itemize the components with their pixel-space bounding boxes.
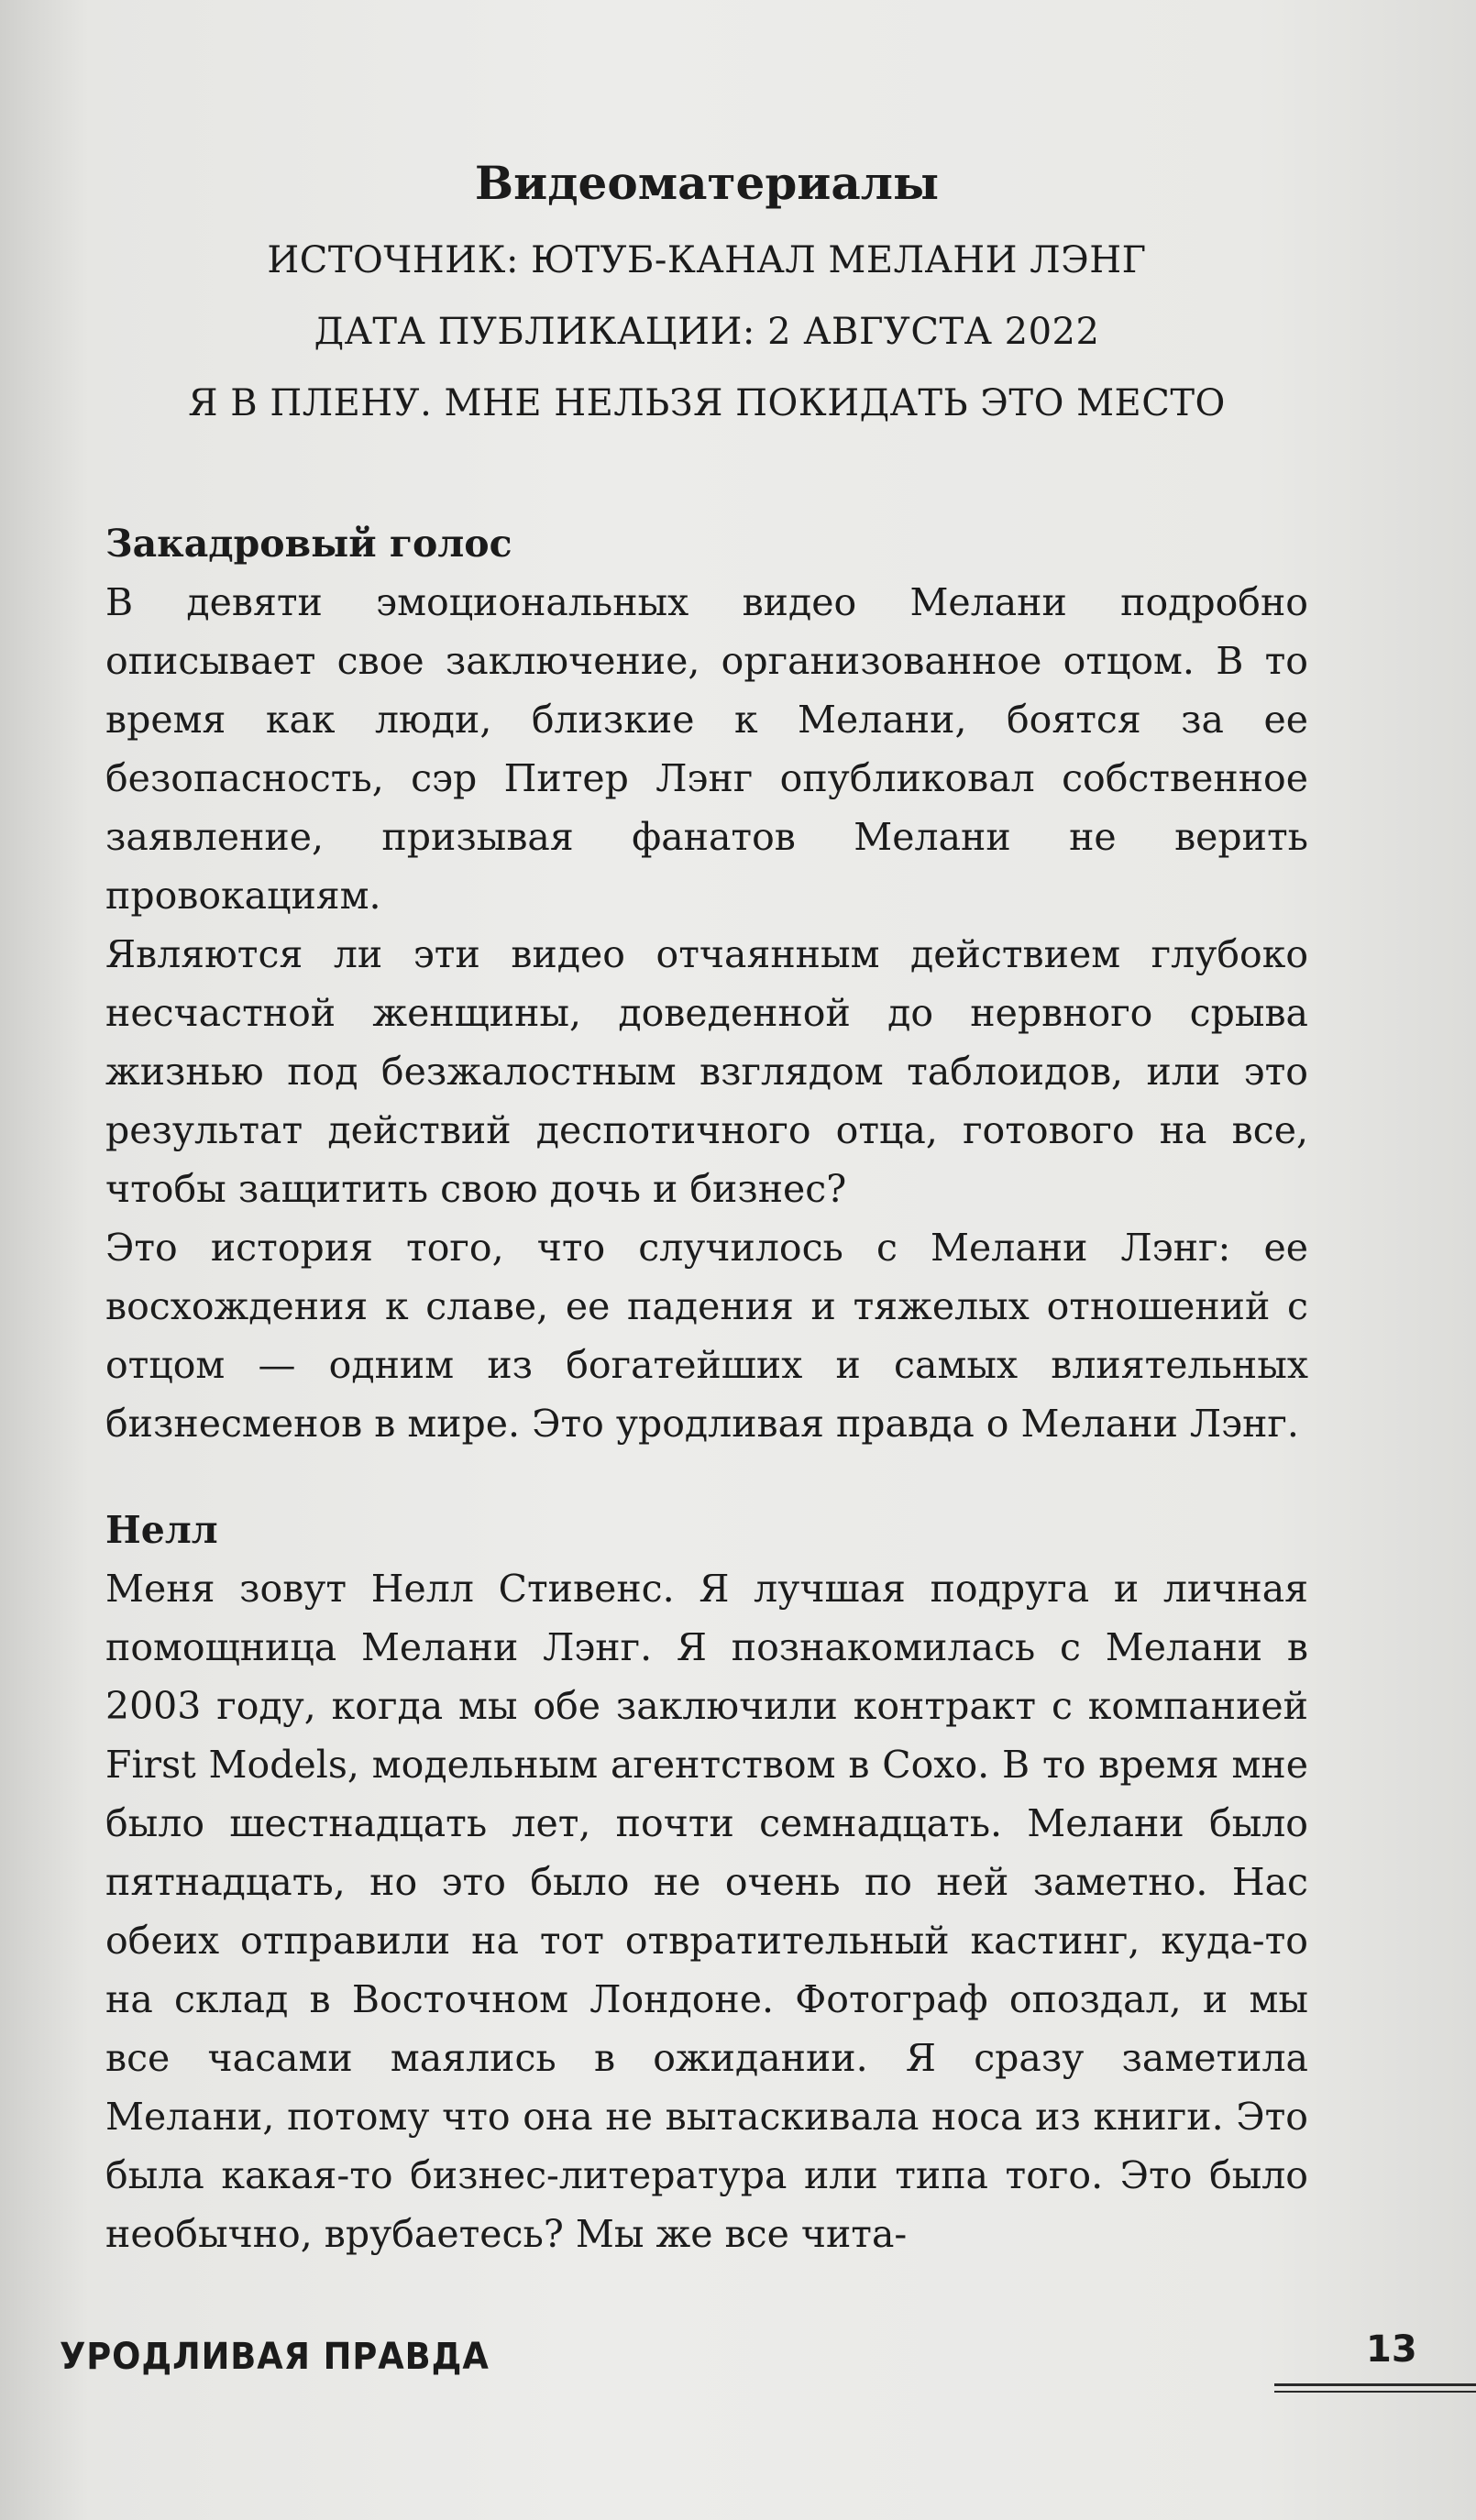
speaker-label: Закадровый голос xyxy=(105,522,512,566)
running-book-title: УРОДЛИВАЯ ПРАВДА xyxy=(60,2336,490,2378)
paragraph: Являются ли эти видео отчаянным действием глубоко несчастной женщины, доведенной до нервного срыва жизнью под безжалостным взглядом таблоидов, или это результат действий деспотичного отца, готового на все, чтобы защитить свою дочь и бизнес? xyxy=(105,932,1308,1211)
voiceover-section xyxy=(105,514,1308,1453)
chapter-header xyxy=(105,142,1308,439)
source-line: ИСТОЧНИК: ЮТУБ-КАНАЛ МЕЛАНИ ЛЭНГ xyxy=(267,239,1147,281)
speaker-label: Нелл xyxy=(105,1508,218,1552)
video-title-line: Я В ПЛЕНУ. МНЕ НЕЛЬЗЯ ПОКИДАТЬ ЭТО МЕСТО xyxy=(188,382,1226,424)
paragraph: В девяти эмоциональных видео Мелани подробно описывает свое заключение, организованное отцом. В то время как люди, близкие к Мелани, боятся за ее безопасность, сэр Питер Лэнг опубликовал собственное заявление, призывая фанатов Мелани не верить провокациям. xyxy=(105,580,1308,918)
footer-rule xyxy=(1274,2383,1476,2386)
publication-date-line: ДАТА ПУБЛИКАЦИИ: 2 АВГУСТА 2022 xyxy=(314,311,1100,353)
nell-section xyxy=(105,1501,1308,2263)
page-footer xyxy=(60,2328,1476,2418)
page-number: 13 xyxy=(1366,2328,1417,2371)
paragraph: Это история того, что случилось с Мелани Лэнг: ее восхождения к славе, ее падения и тяжелых отношений с отцом — одним из богатейших и самых влиятельных бизнесменов в мире. Это уродливая правда о Мелани Лэнг. xyxy=(105,1226,1308,1446)
paragraph: Меня зовут Нелл Стивенс. Я лучшая подруга и личная помощница Мелани Лэнг. Я познакомилась с Мелани в 2003 году, когда мы обе заключили контракт с компанией First Models, модельным агентством в Сохо. В то время мне было шестнадцать лет, почти семнадцать. Мелани было пятнадцать, но это было не очень по ней заметно. Нас обеих отправили на тот отвратительный кастинг, куда-то на склад в Восточном Лондоне. Фотограф опоздал, и мы все часами маялись в ожидании. Я сразу заметила Мелани, потому что она не вытаскивала носа из книги. Это была какая-то бизнес-литература или типа того. Это было необычно, врубаетесь? Мы же все чита- xyxy=(105,1567,1308,2256)
footer-rule xyxy=(1274,2391,1476,2393)
page-content xyxy=(105,142,1308,2263)
chapter-title: Видеоматериалы xyxy=(474,156,940,210)
